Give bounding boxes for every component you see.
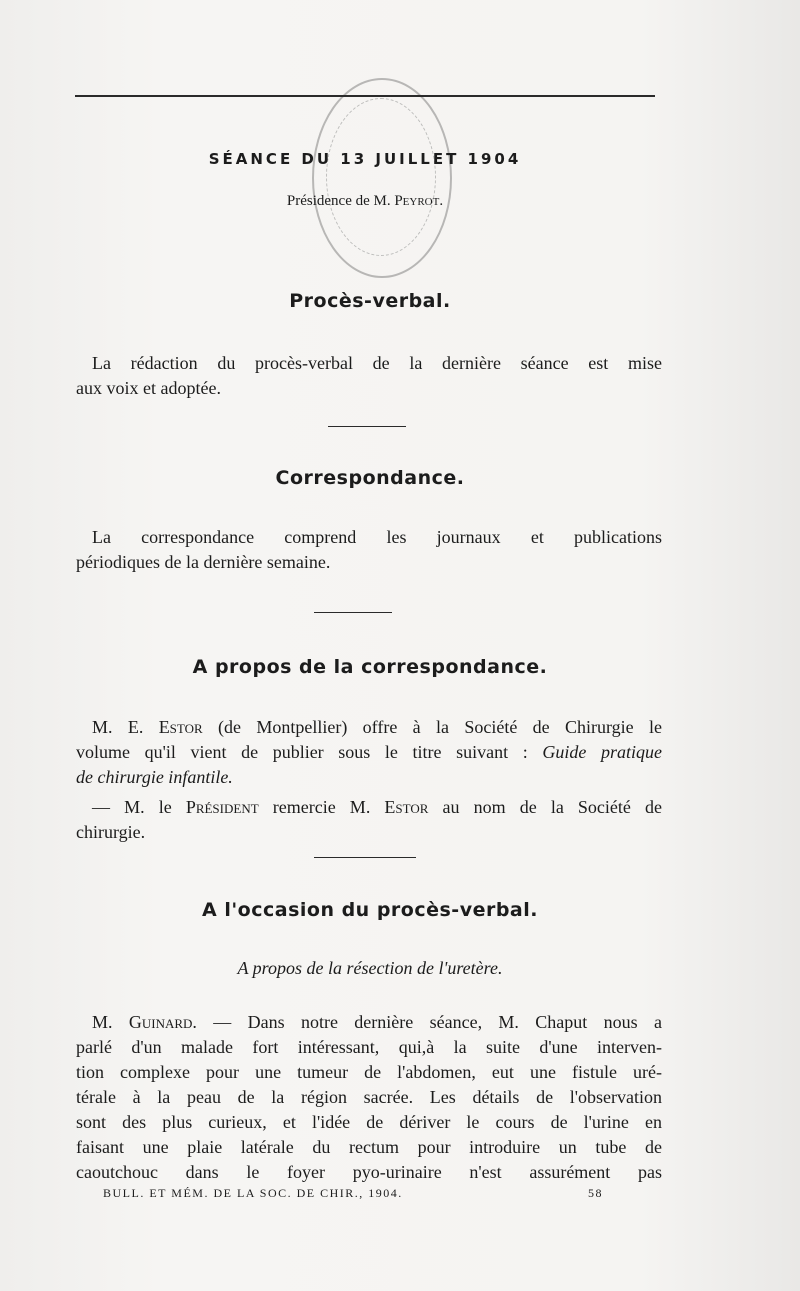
book-title: Guide pratique: [542, 742, 662, 762]
section-title-proces-verbal: Procès-verbal.: [289, 290, 451, 312]
presidence-prefix: Présidence de M.: [286, 193, 395, 209]
text-run: volume qu'il vient de publier sous le titre suivant :: [76, 742, 543, 762]
text-line: [76, 740, 662, 765]
text-line: caoutchouc dans le foyer pyo-urinaire n'est assurément pas: [76, 1162, 662, 1182]
speaker-name: Guinard: [128, 1012, 193, 1032]
text-run: M.: [92, 1012, 129, 1032]
text-line: [76, 715, 662, 740]
text-line: parlé d'un malade fort intéressant, qui,à la suite d'une interven-: [76, 1037, 662, 1057]
paragraph-guinard: [76, 1010, 662, 1185]
text-run: remercie M.: [258, 797, 385, 817]
section-title-occasion: A l'occasion du procès-verbal.: [202, 899, 538, 921]
text-run: M. E.: [92, 717, 159, 737]
text-line: [76, 795, 662, 820]
text-line: [76, 1010, 662, 1035]
text-line: chirurgie.: [76, 822, 146, 842]
subsection-title: A propos de la résection de l'uretère.: [237, 958, 503, 978]
presidence-line: [0, 193, 730, 210]
text-line: tion complexe pour une tumeur de l'abdomen, eut une fistule uré-: [76, 1062, 662, 1082]
paragraph-president-thanks: [76, 795, 662, 845]
page-footer: [103, 1186, 603, 1201]
book-title: de chirurgie infantile.: [76, 767, 233, 787]
text-run: au nom de la Société de: [428, 797, 662, 817]
text-line: périodiques de la dernière semaine.: [76, 552, 331, 572]
paragraph-correspondance: [76, 525, 662, 575]
section-divider: [328, 426, 406, 427]
section-title-correspondance: Correspondance.: [275, 467, 465, 489]
text-line: sont des plus curieux, et l'idée de dériver le cours de l'urine en: [76, 1112, 662, 1132]
text-run: — M. le: [92, 797, 186, 817]
text-run: (de Montpellier) offre à la Société de Chirurgie le: [202, 717, 662, 737]
section-divider: [314, 612, 392, 613]
text-line: [76, 765, 662, 790]
text-line: La rédaction du procès-verbal de la dernière séance est mise: [92, 353, 662, 373]
text-line: aux voix et adoptée.: [76, 378, 221, 398]
text-line: térale à la peau de la région sacrée. Les détails de l'observation: [76, 1087, 662, 1107]
page-number: 58: [588, 1186, 603, 1200]
journal-citation: BULL. ET MÉM. DE LA SOC. DE CHIR., 1904.: [103, 1186, 403, 1200]
section-title-a-propos: A propos de la correspondance.: [192, 656, 548, 678]
president-name: Peyrot: [394, 193, 440, 209]
president-title: Président: [185, 797, 259, 817]
person-name: Estor: [158, 717, 203, 737]
library-stamp-inner-ring: [326, 98, 436, 256]
person-name: Estor: [384, 797, 429, 817]
text-run: . — Dans notre dernière séance, M. Chaput nous a: [192, 1012, 662, 1032]
seance-heading: SÉANCE DU 13 JUILLET 1904: [208, 150, 522, 168]
presidence-suffix: .: [439, 193, 444, 209]
paragraph-estor-offer: [76, 715, 662, 790]
text-line: faisant une plaie latérale du rectum pour introduire un tube de: [76, 1137, 662, 1157]
paragraph-proces-verbal: [76, 351, 662, 401]
section-divider: [314, 857, 416, 858]
text-line: La correspondance comprend les journaux et publications: [92, 527, 662, 547]
